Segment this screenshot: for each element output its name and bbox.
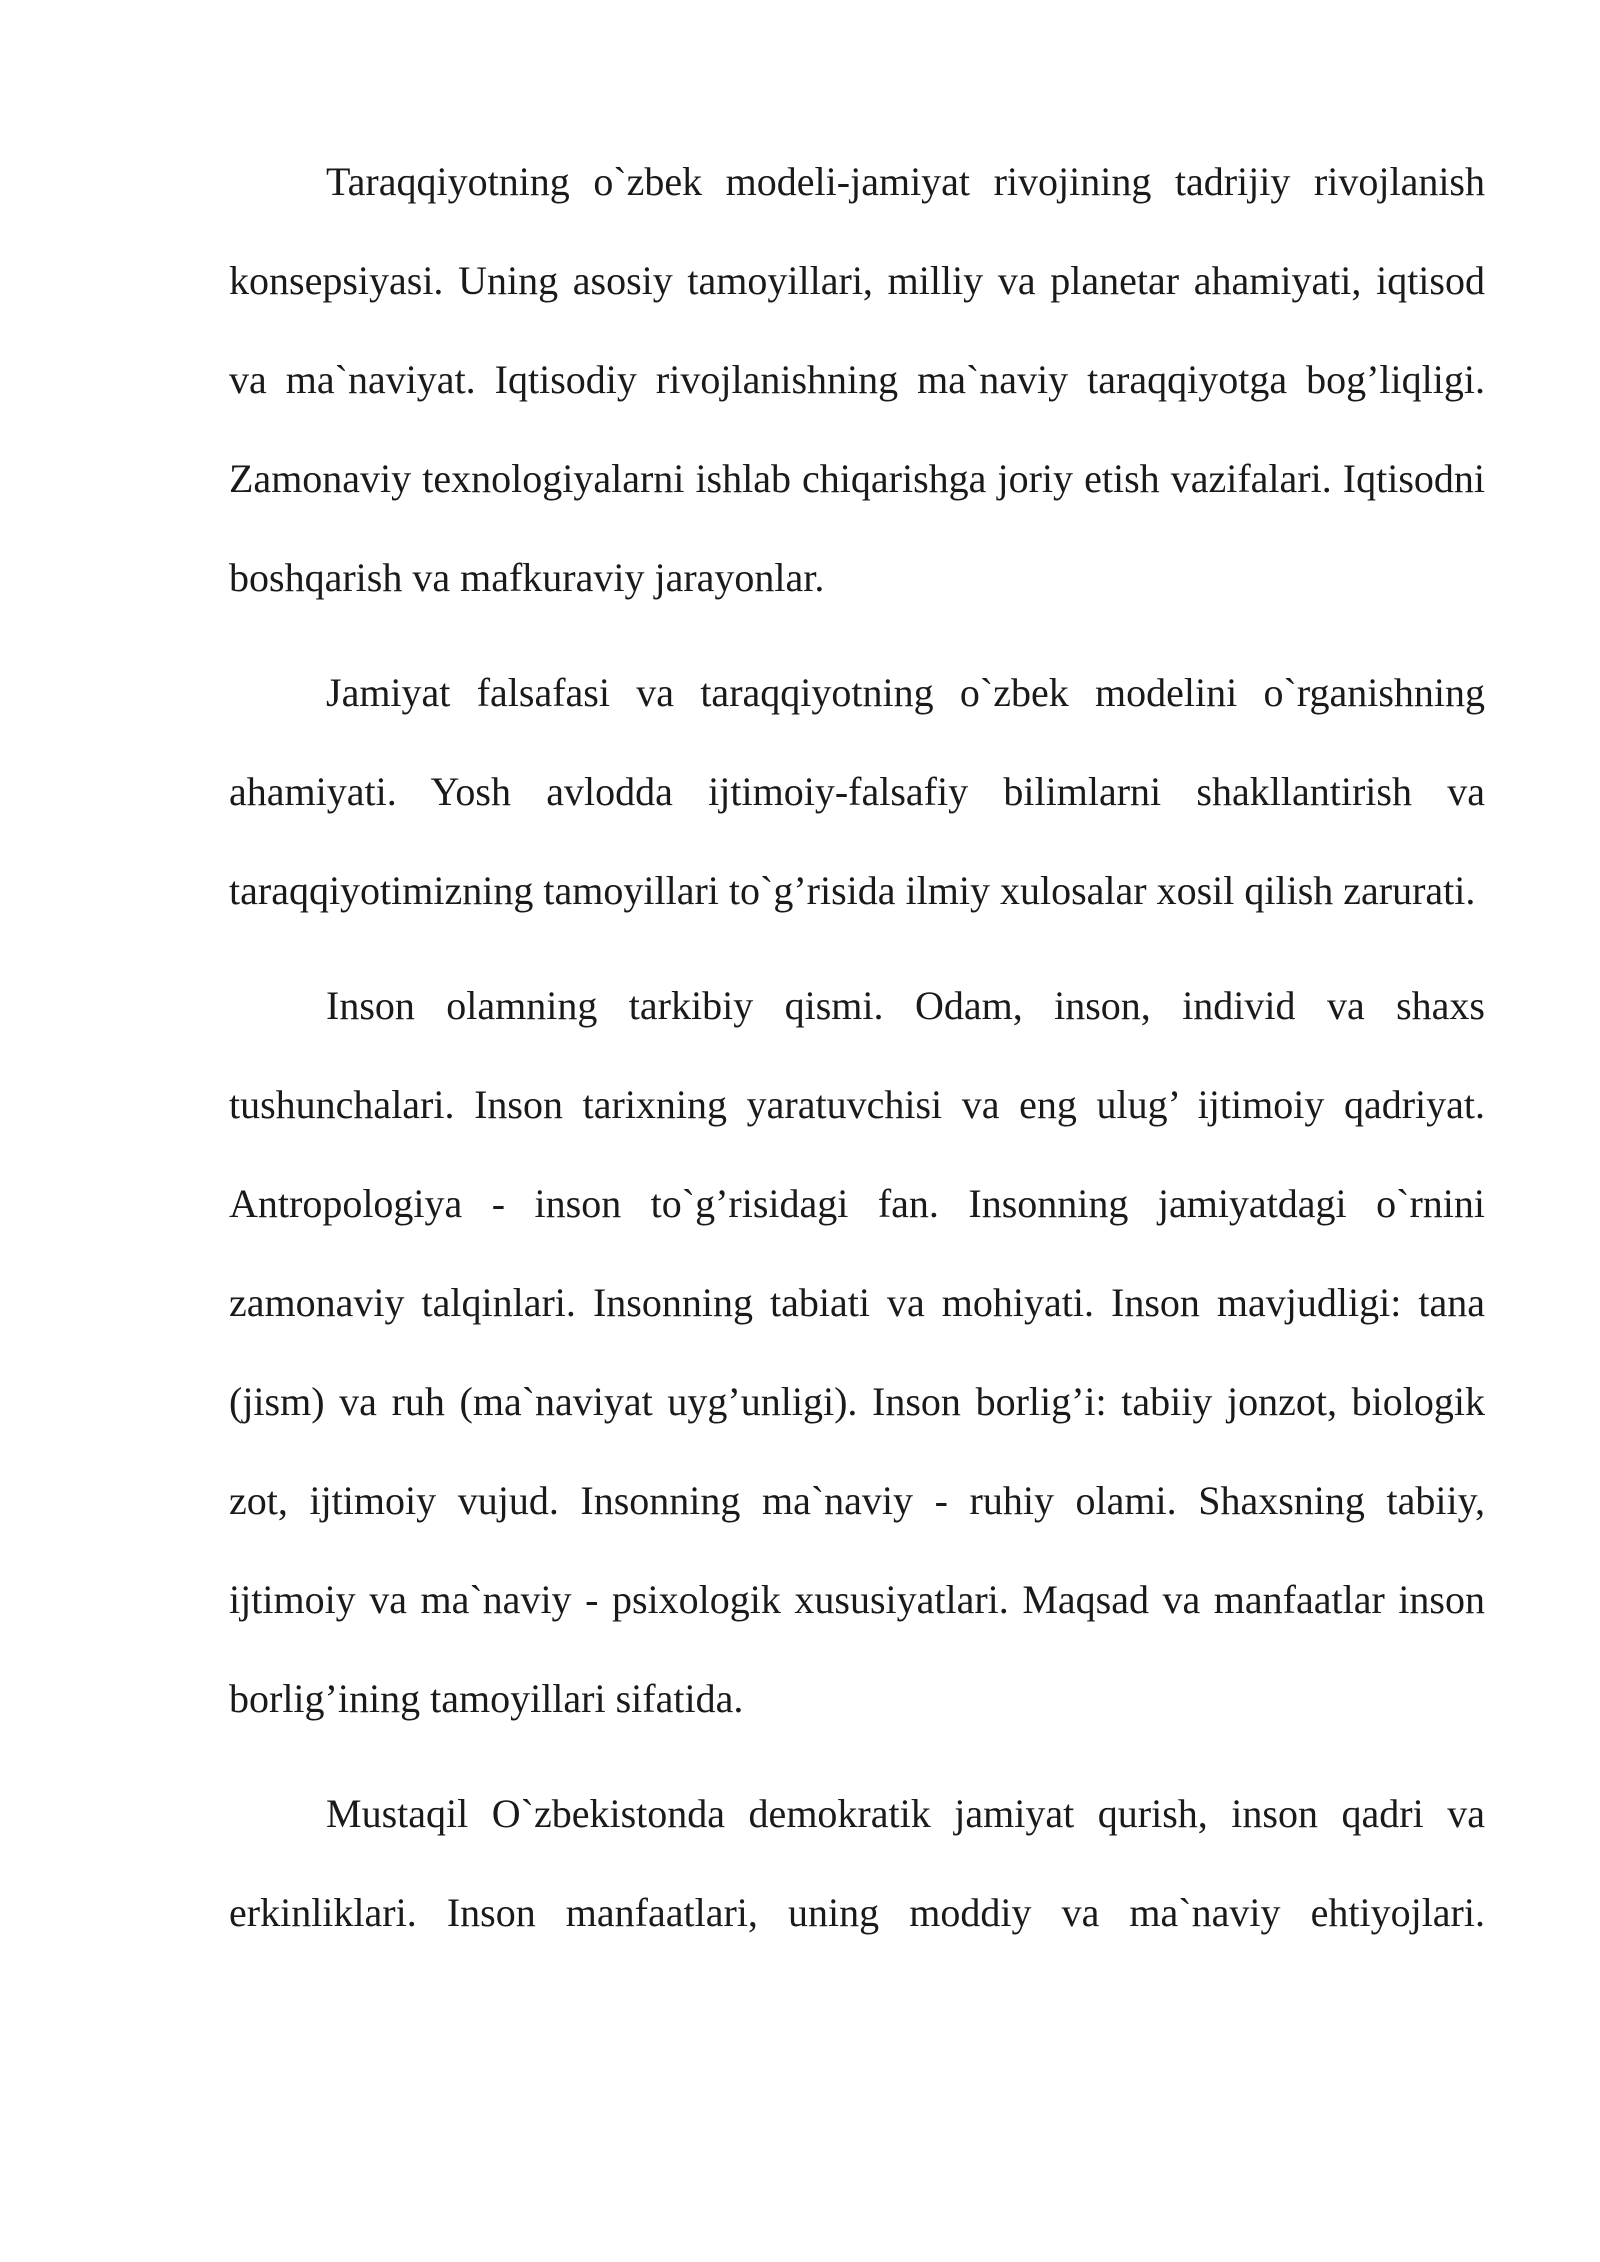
paragraph-development-model: Taraqqiyotning o`zbek modeli-jamiyat rivojining tadrijiy rivojlanish konsepsiyasi. Uning asosiy tamoyillari, milliy va planetar ahamiyati, iqtisod va ma`naviyat. Iqtisodiy rivojlanishning ma`naviy taraqqiyotga bog’liqligi. Zamonaviy texnologiyalarni ishlab chiqarishga joriy etish vazifalari. Iqtisodni boshqarish va mafkuraviy jarayonlar. xyxy=(229,159,1485,600)
document-body xyxy=(229,132,1485,1978)
paragraph-democratic-society: Mustaqil O`zbekistonda demokratik jamiyat qurish, inson qadri va erkinliklari. Inson manfaatlari, uning moddiy va ma`naviy ehtiyojlari. xyxy=(229,1791,1485,1935)
paragraph-social-philosophy: Jamiyat falsafasi va taraqqiyotning o`zbek modelini o`rganishning ahamiyati. Yosh avlodda ijtimoiy-falsafiy bilimlarni shakllantirish va taraqqiyotimizning tamoyillari to`g’risida ilmiy xulosalar xosil qilish zarurati. xyxy=(229,670,1485,913)
paragraph-human-concept: Inson olamning tarkibiy qismi. Odam, inson, individ va shaxs tushunchalari. Inson tarixning yaratuvchisi va eng ulug’ ijtimoiy qadriyat. Antropologiya - inson to`g’risidagi fan. Insonning jamiyatdagi o`rnini zamonaviy talqinlari. Insonning tabiati va mohiyati. Inson mavjudligi: tana (jism) va ruh (ma`naviyat uyg’unligi). Inson borlig’i: tabiiy jonzot, biologik zot, ijtimoiy vujud. Insonning ma`naviy - ruhiy olami. Shaxsning tabiiy, ijtimoiy va ma`naviy - psixologik xususiyatlari. Maqsad va manfaatlar inson borlig’ining tamoyillari sifatida. xyxy=(229,983,1485,1721)
